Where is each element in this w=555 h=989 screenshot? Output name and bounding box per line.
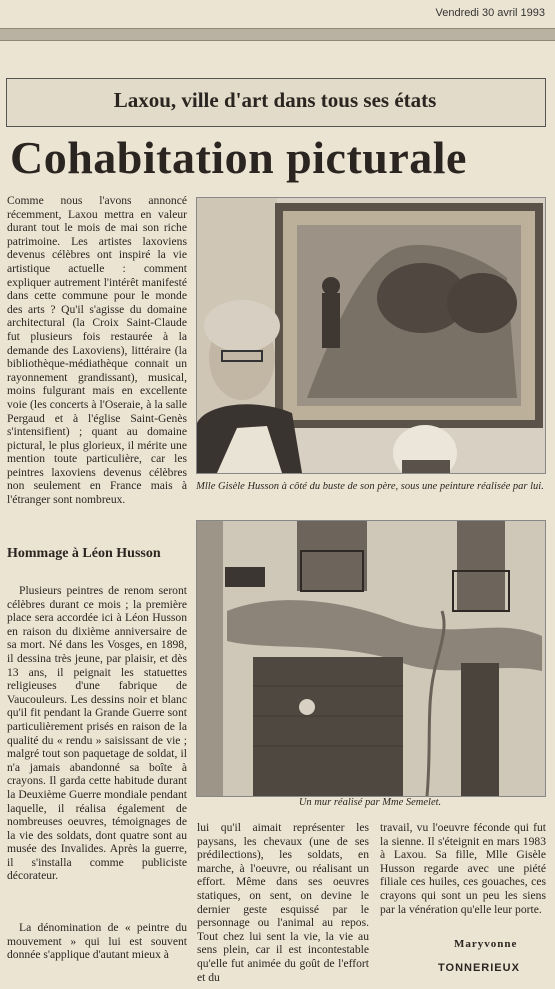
column-two-text: lui qu'il aimait représenter les paysans, les chevaux (une de ses prédilections), les soldats, en marche, à l'oeuvre, ou réalisant un effort. Même dans ses oeuvres statiques, on sent, on devine le dernier geste esquissé par le personnage ou l'animal au repos. Tout chez lui sent la vie, la vie au sens plein, car il est incontestable qu'elle fut animée du goût de l'effort et du xyxy=(197,821,369,984)
author-first-name: Maryvonne xyxy=(454,938,518,950)
body-paragraph: Plusieurs peintres de renom seront célèbres durant ce mois ; la première place sera accordée ici à Léon Husson en raison du dixième anniversaire de sa mort. Né dans les Vosges, en 1898, il dessina très jeune, par plaisir, et dès 13 ans, il peignait les statuettes religieuses d'une fabrique de Vaucouleurs. Les dessins noir et blanc qu'il fit pendant la Grande Guerre sont particulièrement prisés en raison de la qualité du « rendu » saisissant de vie ; malgré tout son paquetage de soldat, il n'a jamais abandonné sa boîte à crayons. Il garda cette habitude durant la Deuxième Guerre mondiale pendant laquelle, il réalisa également de nombreuses oeuvres, témoignages de la vie des soldats, dont quatre sont au musée des Invalides. Après la guerre, il s'installa comme publiciste décorateur. xyxy=(7,584,187,883)
header-rule xyxy=(0,28,555,41)
column-three-text: travail, vu l'oeuvre féconde qui fut la sienne. Il s'éteignit en mars 1983 à Laxou. Sa fille, Mlle Gisèle Husson regarde avec une piété filiale ces huiles, ces gouaches, ces crayons qui sont un peu les siens par la vénération qu'elle leur porte. xyxy=(380,821,546,916)
intro-paragraph: Comme nous l'avons annoncé récemment, Laxou mettra en valeur durant tout le mois de mai son riche patrimoine. Les artistes laxoviens devenus célèbres ont inspiré la vie artistique actuelle : comment expliquer autrement l'intérêt manifesté dans cette commune pour le monde des arts ? Qu'il s'agisse du domaine architectural (la Croix Saint-Claude fut plusieurs fois restaurée à la demande des Laxoviens), littéraire (la bibliothèque-médiathèque connait un rayonnement grandissant), musical, moins fulgurant mais en excellente voie (les concerts à l'Oseraie, à la salle Pergaud et à l'église Saint-Genès s'intensifient) ; quant au domaine pictural, le plus glorieux, il mérite une mention toute particulière, car les peintres laxoviens devenus célèbres non seulement en France mais à l'étranger sont nombreux. xyxy=(7,194,187,507)
photo1-caption: Mlle Gisèle Husson à côté du buste de son père, sous une peinture réalisée par lui. xyxy=(196,481,544,492)
photo-gisele-husson xyxy=(196,197,546,474)
article-headline: Cohabitation picturale xyxy=(10,132,467,183)
photo2-caption: Un mur réalisé par Mme Semelet. xyxy=(298,797,442,808)
article-kicker: Laxou, ville d'art dans tous ses états xyxy=(113,88,437,112)
photo-illustration xyxy=(197,521,545,796)
author-last-name: TONNERIEUX xyxy=(438,962,520,974)
photo-mural-wall xyxy=(196,520,546,797)
body-paragraph-tail: La dénomination de « peintre du mouvement » qui lui est souvent donnée s'applique d'autant mieux à xyxy=(7,921,187,962)
photo-illustration xyxy=(197,198,545,473)
publication-date: Vendredi 30 avril 1993 xyxy=(435,7,545,19)
section-subheading: Hommage à Léon Husson xyxy=(7,546,161,561)
